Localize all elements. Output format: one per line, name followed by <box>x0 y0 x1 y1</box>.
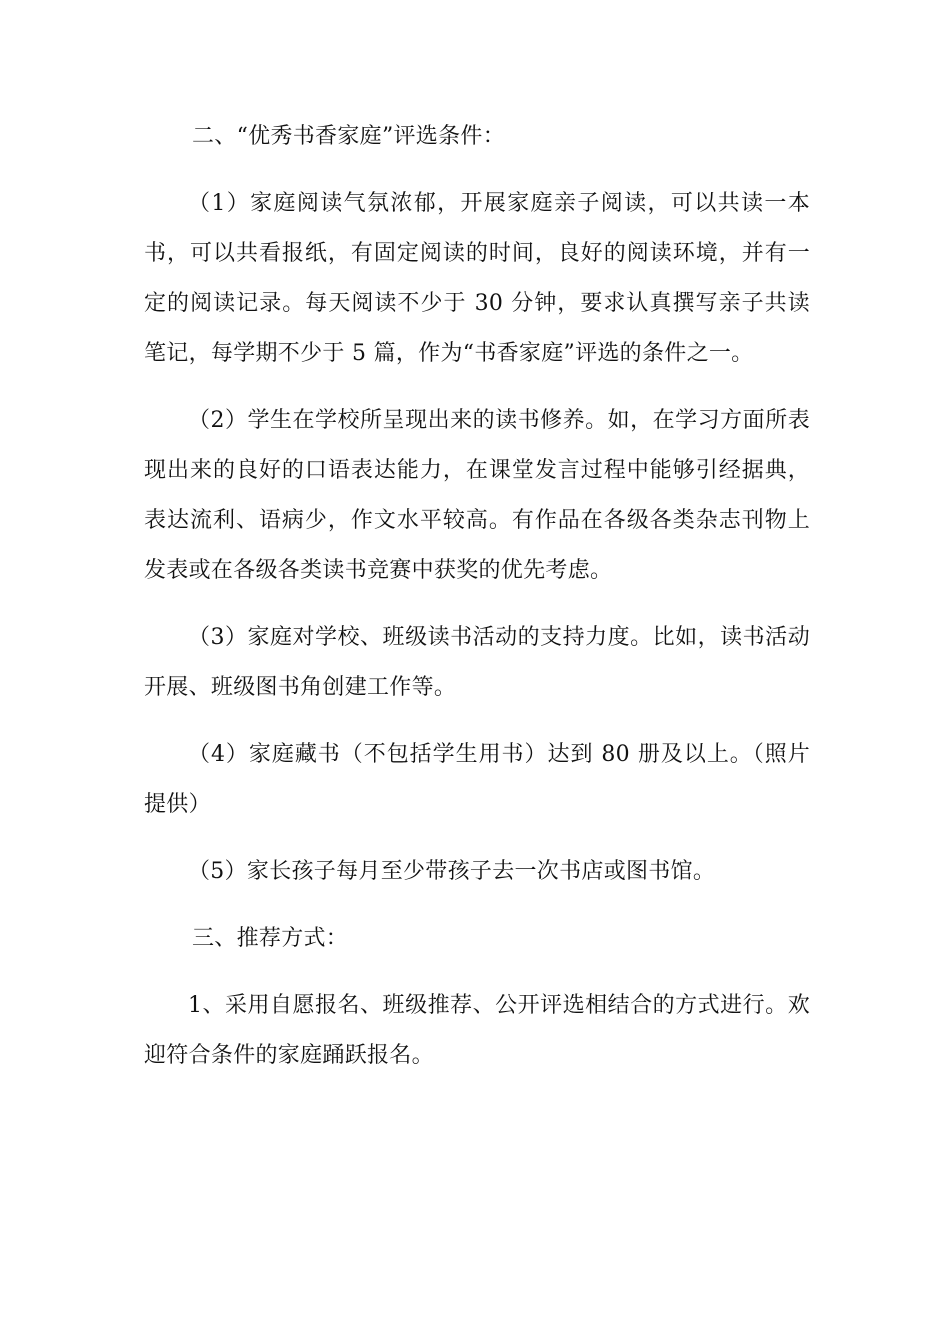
section-heading-recommendation: 三、推荐方式： <box>192 926 349 951</box>
criteria-item-2: （2）学生在学校所呈现出来的读书修养。如，在学习方面所表现出来的良好的口语表达能力，在课堂发言过程中能够引经据典，表达流利、语病少，作文水平较高。有作品在各级各类杂志刊物上发表或在各级各类读书竞赛中获奖的优先考虑。 <box>144 408 810 583</box>
criteria-item-5: （5）家长孩子每月至少带孩子去一次书店或图书馆。 <box>188 859 716 884</box>
document-body <box>144 112 810 1081</box>
section-heading-criteria: 二、“优秀书香家庭”评选条件： <box>192 124 505 149</box>
criteria-item-3: （3）家庭对学校、班级读书活动的支持力度。比如，读书活动开展、班级图书角创建工作等。 <box>144 625 810 700</box>
criteria-item-4: （4）家庭藏书（不包括学生用书）达到 80 册及以上。（照片提供） <box>144 742 810 817</box>
recommendation-method-1: 1、采用自愿报名、班级推荐、公开评选相结合的方式进行。欢迎符合条件的家庭踊跃报名。 <box>144 993 810 1068</box>
criteria-item-1: （1）家庭阅读气氛浓郁，开展家庭亲子阅读，可以共读一本书，可以共看报纸，有固定阅读的时间，良好的阅读环境，并有一定的阅读记录。每天阅读不少于 30 分钟，要求认真撰写亲子共读笔记，每学期不少于 5 篇，作为“书香家庭”评选的条件之一。 <box>144 191 810 366</box>
